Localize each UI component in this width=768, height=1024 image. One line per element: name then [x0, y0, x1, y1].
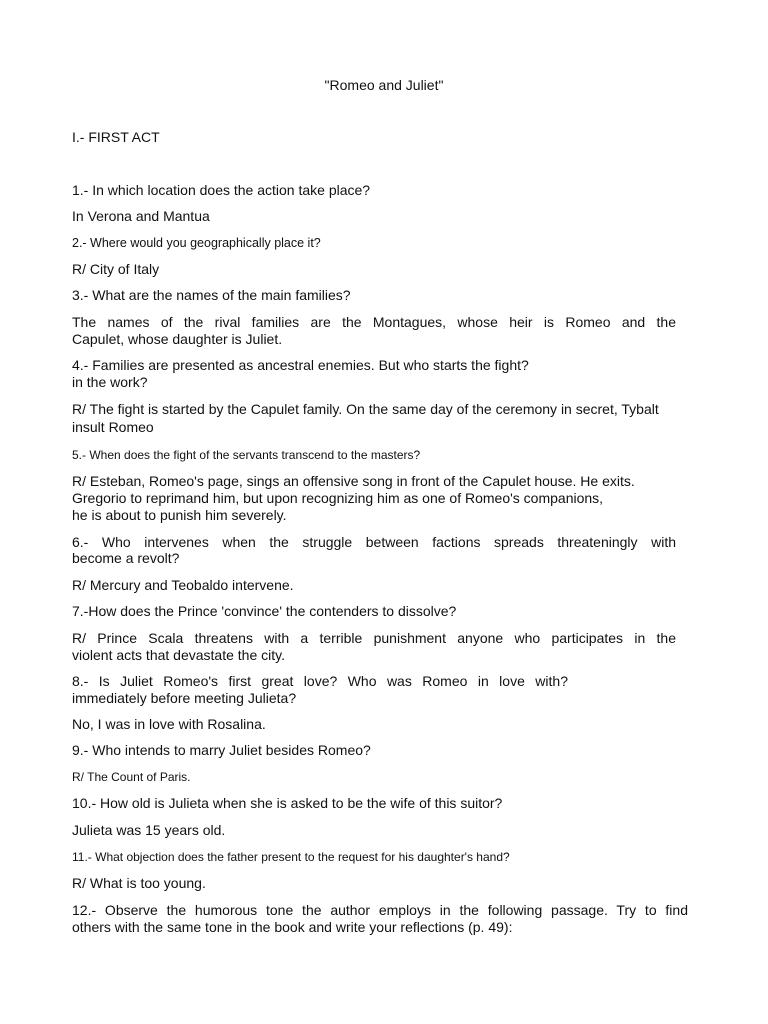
question-4-line-1: 4.- Families are presented as ancestral enemies. But who starts the fight? — [72, 357, 529, 373]
answer-10: Julieta was 15 years old. — [72, 822, 226, 838]
document-title: "Romeo and Juliet" — [324, 77, 444, 93]
question-10: 10.- How old is Julieta when she is asked to be the wife of this suitor? — [72, 795, 503, 811]
answer-7-line-1: R/ Prince Scala threatens with a terrible punishment anyone who participates in the — [72, 630, 676, 646]
question-3: 3.- What are the names of the main families? — [72, 287, 351, 303]
question-4-line-2: in the work? — [72, 374, 148, 390]
question-1: 1.- In which location does the action take place? — [72, 182, 371, 198]
answer-6: R/ Mercury and Teobaldo intervene. — [72, 577, 294, 593]
answer-2: R/ City of Italy — [72, 261, 160, 277]
question-5: 5.- When does the fight of the servants transcend to the masters? — [72, 448, 421, 462]
question-6-line-1: 6.- Who intervenes when the struggle between factions spreads threateningly with — [72, 534, 676, 550]
section-heading: I.- FIRST ACT — [72, 129, 160, 145]
answer-9: R/ The Count of Paris. — [72, 770, 191, 784]
question-8-line-1: 8.- Is Juliet Romeo's first great love? Who was Romeo in love with? — [72, 673, 568, 689]
answer-1: In Verona and Mantua — [72, 208, 210, 224]
answer-5-line-2: Gregorio to reprimand him, but upon recognizing him as one of Romeo's companions, — [72, 490, 604, 506]
question-2: 2.- Where would you geographically place it? — [72, 236, 321, 250]
answer-5-line-3: he is about to punish him severely. — [72, 507, 287, 523]
answer-11: R/ What is too young. — [72, 875, 206, 891]
answer-3-line-1: The names of the rival families are the Montagues, whose heir is Romeo and the — [72, 314, 676, 330]
answer-8: No, I was in love with Rosalina. — [72, 716, 266, 732]
question-9: 9.- Who intends to marry Juliet besides Romeo? — [72, 742, 371, 758]
question-11: 11.- What objection does the father present to the request for his daughter's hand? — [72, 850, 510, 864]
answer-7-line-2: violent acts that devastate the city. — [72, 647, 285, 663]
answer-4-line-2: insult Romeo — [72, 419, 154, 435]
question-12-line-1: 12.- Observe the humorous tone the author employs in the following passage. Try to find — [72, 902, 688, 918]
question-8-line-2: immediately before meeting Julieta? — [72, 690, 297, 706]
answer-5-line-1: R/ Esteban, Romeo's page, sings an offensive song in front of the Capulet house. He exits. — [72, 473, 635, 489]
question-6-line-2: become a revolt? — [72, 550, 180, 566]
question-7: 7.-How does the Prince 'convince' the contenders to dissolve? — [72, 603, 457, 619]
answer-4-line-1: R/ The fight is started by the Capulet family. On the same day of the ceremony in secret, Tybalt — [72, 401, 659, 417]
answer-3-line-2: Capulet, whose daughter is Juliet. — [72, 331, 283, 347]
question-12-line-2: others with the same tone in the book and write your reflections (p. 49): — [72, 919, 513, 935]
